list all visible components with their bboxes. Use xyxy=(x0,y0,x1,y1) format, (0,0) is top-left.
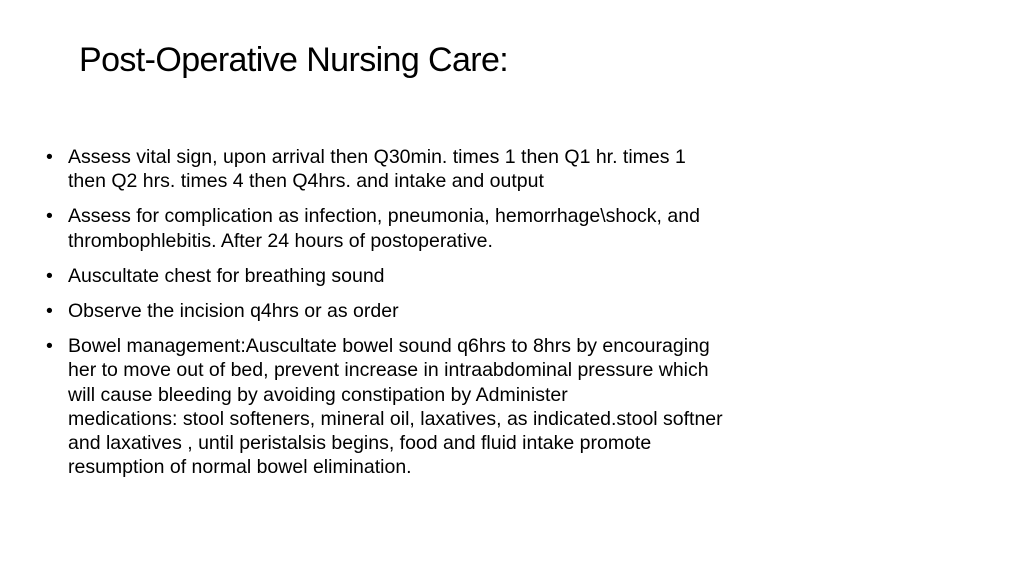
bullet-item-observe-incision xyxy=(46,299,866,323)
bullet-icon: • xyxy=(46,205,53,228)
bullet-icon: • xyxy=(46,335,53,358)
bullet-text: Assess vital sign, upon arrival then Q30min. times 1 then Q1 hr. times 1 then Q2 hrs. times 4 then Q4hrs. and intake and output xyxy=(68,146,686,193)
bullet-item-bowel-management xyxy=(46,334,866,479)
bullet-item-complications xyxy=(46,204,866,252)
bullet-icon: • xyxy=(46,300,53,323)
slide-title: Post-Operative Nursing Care: xyxy=(79,41,509,79)
bullet-text: Observe the incision q4hrs or as order xyxy=(68,300,399,323)
bullet-text: Assess for complication as infection, pneumonia, hemorrhage\shock, and thrombophlebitis. After 24 hours of postoperative. xyxy=(68,205,700,252)
bullet-icon: • xyxy=(46,146,53,168)
bullet-icon: • xyxy=(46,264,53,287)
bullet-text: Auscultate chest for breathing sound xyxy=(68,264,385,287)
bullet-list xyxy=(46,145,866,490)
bullet-item-vital-signs xyxy=(46,145,866,193)
bullet-item-auscultate-chest xyxy=(46,264,866,288)
bullet-text: Bowel management:Auscultate bowel sound q6hrs to 8hrs by encouraging her to move out of bed, prevent increase in intraabdominal pressure which will cause bleeding by avoiding constipation by Administer medications: stool softeners, mineral oil, laxatives, as indicated.stool softner and laxatives , until peristalsis begins, food and fluid intake promote resumption of normal bowel elimination. xyxy=(68,335,723,479)
